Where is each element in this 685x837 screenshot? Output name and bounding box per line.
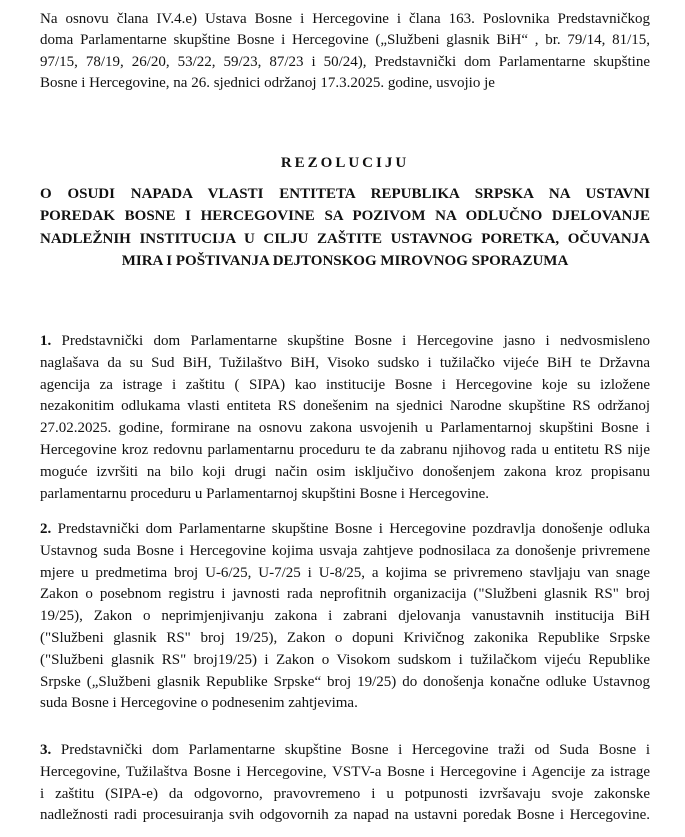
article-text-line: Predstavnički dom Parlamentarne skupštine Bosne i Hercegovine pozdravlja donošenje odluka [51,521,650,537]
article-text-line: Predstavnički dom Parlamentarne skupštine Bosne i Hercegovine traži od Suda Bosne i [51,742,650,758]
resolution-heading: REZOLUCIJU [280,155,410,171]
preamble-line: Na osnovu člana IV.4.e) Ustava Bosne i Hercegovine i člana 163. Poslovnika Predstavničkog [40,11,650,27]
article-1 [40,331,650,505]
resolution-title-line: POREDAK BOSNE I HERCEGOVINE SA POZIVOM NA ODLUČNO DJELOVANJE [40,208,650,225]
article-text-line: ("Službeni glasnik RS" broj 19/25), Zakon o dopuni Krivičnog zakonika Republike Srpske [40,629,650,646]
article-text-line: suda Bosne i Hercegovine o podnesenim zahtjevima. [40,695,358,712]
article-number: 1. [40,333,52,349]
article-text-line: 27.02.2025. godine, formirane na osnovu zakona usvojenih u Parlamentarnoj skupštini Bosne i [40,420,650,437]
resolution-title [40,183,650,272]
article-text-line: parlamentarnu proceduru u Parlamentarnoj skupštini Bosne i Hercegovine. [40,485,490,502]
article-text-line: nadležnosti radi procesuiranja svih odgovornih za napad na ustavni poredak Bosne i Hercegovine. [40,807,650,824]
article-text-line: Hercegovine, Tužilaštva Bosne i Hercegovine, VSTV-a Bosne i Hercegovine i Agencije za istrage [40,763,650,780]
preamble-line: doma Parlamentarne skupštine Bosne i Hercegovine („Službeni glasnik BiH“ , br. 79/14, 81/15, [40,32,650,49]
resolution-title-line: NADLEŽNIH INSTITUCIJA U CILJU ZAŠTITE USTAVNOG PORETKA, OČUVANJA [40,230,650,247]
article-text-line: naglašava da su Sud BiH, Tužilaštvo BiH, Visoko sudsko i tužilačko vijeće BiH te Državna [40,354,650,371]
article-text-line: agencija za istrage i zaštitu ( SIPA) kao institucije Bosne i Hercegovine koje su izložene [40,376,650,393]
resolution-title-line: O OSUDI NAPADA VLASTI ENTITETA REPUBLIKA SRPSKA NA USTAVNI [40,186,650,202]
article-text-line: Ustavnog suda Bosne i Hercegovine kojima usvaja zahtjeve podnosilaca za donošenje privremene [40,542,650,559]
preamble-line: Bosne i Hercegovine, na 26. sjednici održanoj 17.3.2025. godine, usvojio je [40,74,495,91]
article-text-line: moguće izvršiti na bilo koji drugi način osim isključivo donošenjem zakona kroz propisanu [40,463,650,480]
article-text-line: 19/25), Zakon o neprimjenjivanju zakona i zabrani djelovanja vanustavnih institucija BiH [40,608,650,625]
preamble-text [40,9,650,94]
article-3 [40,740,650,827]
article-text-line: nezakonitim odlukama vlasti entiteta RS donešenim na sjednici Narodne skupštine RS održanoj [40,398,650,415]
article-text-line: Hercegovine kroz redovnu parlamentarnu proceduru te da zabranu njihovog rada u entitetu RS nije [40,441,650,458]
article-2 [40,519,650,715]
preamble-line: 97/15, 78/19, 26/20, 53/22, 59/23, 87/23 i 50/24), Predstavnički dom Parlamentarne skupštine [40,53,650,70]
article-text-line: Srpske („Službeni glasnik Republike Srpske“ broj 19/25) do donošenja konačne odluke Ustavnog [40,673,650,690]
article-number: 3. [40,742,52,758]
article-text-line: i zaštitu (SIPA-e) da odgovorno, pravovremeno i u potpunosti izvršavaju svoje zakonske [40,785,650,802]
article-text-line: ("Službeni glasnik RS" broj19/25) i Zakon o Visokom sudskom i tužilačkom vijeću Republike [40,651,650,668]
article-text-line: Predstavnički dom Parlamentarne skupštine Bosne i Hercegovine jasno i nedvosmisleno [51,333,650,349]
article-text-line: mjere u predmetima broj U-6/25, U-7/25 i U-8/25, a kojima se privremeno stavljaju van snage [40,564,650,581]
article-number: 2. [40,521,52,537]
article-text-line: Zakon o posebnom registru i javnosti rada neprofitnih organizacija ("Službeni glasnik RS" broj [40,586,650,603]
resolution-title-line: MIRA I POŠTIVANJA DEJTONSKOG MIROVNOG SPORAZUMA [121,252,569,269]
